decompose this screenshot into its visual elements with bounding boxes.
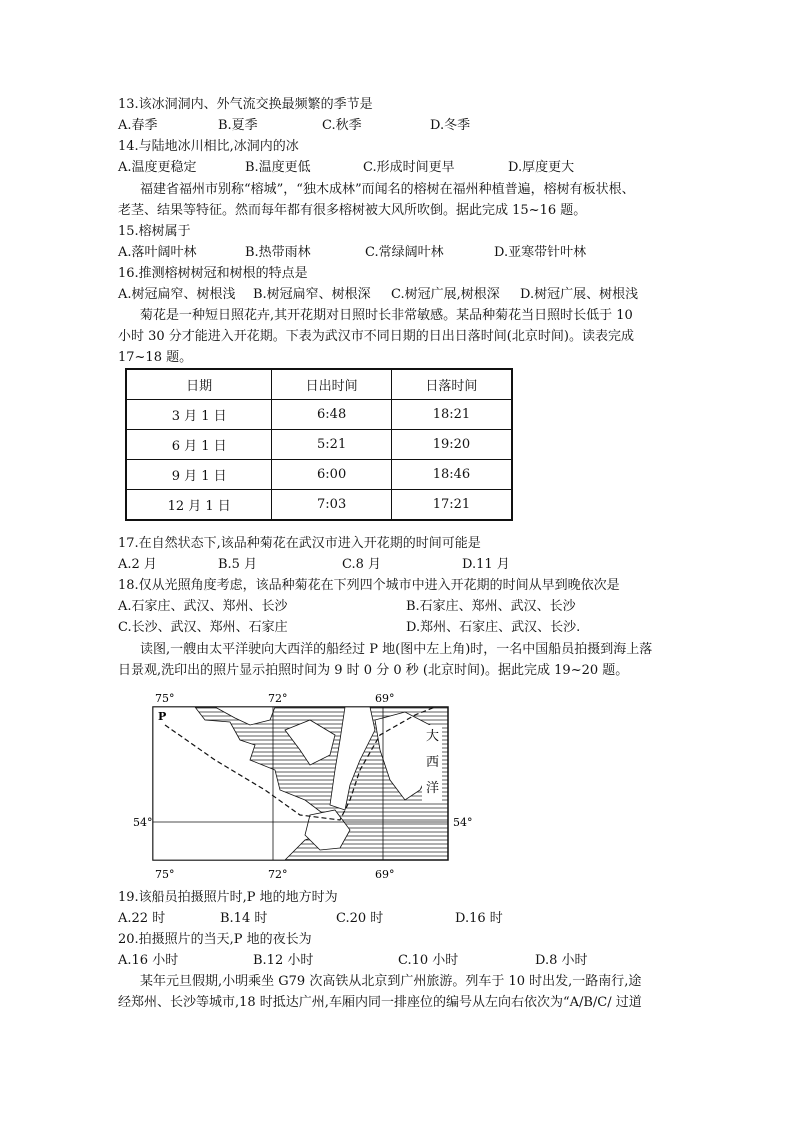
q16-option-b: B.树冠扁窄、树根深 <box>253 287 371 302</box>
q14-stem: 14.与陆地冰川相比,冰洞内的冰 <box>118 139 299 154</box>
table-row <box>126 430 512 460</box>
ocean-label-1: 大 <box>426 729 440 744</box>
q13-option-b: B.夏季 <box>218 118 258 133</box>
q19-option-d: D.16 时 <box>455 911 503 926</box>
q15-option-a: A.落叶阔叶林 <box>118 245 197 260</box>
q18-stem: 18.仅从光照角度考虑，该品种菊花在下列四个城市中进入开花期的时间从早到晚依次是 <box>118 578 620 593</box>
table-cell: 5:21 <box>272 430 391 460</box>
ship-passage-line-1: 读图,一艘由太平洋驶向大西洋的船经过 P 地(图中左上角)时，一名中国船员拍摄到海上落 <box>140 642 653 657</box>
point-p-label: P <box>158 710 167 723</box>
q19-option-a: A.22 时 <box>118 911 166 926</box>
table-row <box>126 400 512 430</box>
q20-option-c: C.10 小时 <box>398 953 459 968</box>
strait-map <box>135 690 485 885</box>
table-header: 日出时间 <box>272 369 391 400</box>
q16-option-c: C.树冠广展,树根深 <box>391 287 500 302</box>
q14-option-c: C.形成时间更早 <box>363 160 455 175</box>
train-passage-line-1: 某年元旦假期,小明乘坐 G79 次高铁从北京到广州旅游。列车于 10 时出发,一路南行,途 <box>140 974 642 989</box>
q19-option-b: B.14 时 <box>220 911 268 926</box>
q20-option-a: A.16 小时 <box>118 953 179 968</box>
table-cell: 7:03 <box>272 490 391 521</box>
table-cell: 6:00 <box>272 460 391 490</box>
table-cell: 12 月 1 日 <box>126 490 272 521</box>
q13-option-c: C.秋季 <box>322 118 362 133</box>
q15-option-d: D.亚寒带针叶林 <box>494 245 587 260</box>
q13-option-d: D.冬季 <box>430 118 471 133</box>
table-cell: 18:21 <box>391 400 512 430</box>
q14-option-d: D.厚度更大 <box>508 160 575 175</box>
q19-stem: 19.该船员拍摄照片时,P 地的地方时为 <box>118 890 338 905</box>
q13-option-a: A.春季 <box>118 118 158 133</box>
q18-option-a: A.石家庄、武汉、郑州、长沙 <box>118 599 288 614</box>
lat-label-left: 54° <box>133 816 153 829</box>
q17-option-d: D.11 月 <box>462 557 510 572</box>
q20-stem: 20.拍摄照片的当天,P 地的夜长为 <box>118 932 312 947</box>
table-cell: 3 月 1 日 <box>126 400 272 430</box>
table-row <box>126 490 512 521</box>
table-header-row <box>126 369 512 400</box>
q15-stem: 15.榕树属于 <box>118 224 191 239</box>
ship-passage-line-2: 日景观,洗印出的照片显示拍照时间为 9 时 0 分 0 秒 (北京时间)。据此完成 19~20 题。 <box>118 663 629 678</box>
lon-label-bottom-69: 69° <box>375 868 395 881</box>
banyan-passage-line-1: 福建省福州市别称“榕城”，“独木成林”而闻名的榕树在福州种植普遍，榕树有板状根、 <box>140 182 635 197</box>
lat-label-right: 54° <box>453 816 473 829</box>
table-header: 日落时间 <box>391 369 512 400</box>
q18-option-b: B.石家庄、郑州、武汉、长沙 <box>406 599 576 614</box>
q20-option-d: D.8 小时 <box>535 953 588 968</box>
table-header: 日期 <box>126 369 272 400</box>
lon-label-top-75: 75° <box>155 692 175 705</box>
q14-option-a: A.温度更稳定 <box>118 160 197 175</box>
q17-option-a: A.2 月 <box>118 557 157 572</box>
table-row <box>126 460 512 490</box>
table-cell: 17:21 <box>391 490 512 521</box>
q15-option-c: C.常绿阔叶林 <box>365 245 444 260</box>
chrysanthemum-passage-line-3: 17~18 题。 <box>118 350 193 365</box>
ocean-label-3: 洋 <box>426 781 440 796</box>
q13-stem: 13.该冰洞洞内、外气流交换最频繁的季节是 <box>118 97 373 112</box>
lon-label-bottom-75: 75° <box>155 868 175 881</box>
table-cell: 19:20 <box>391 430 512 460</box>
chrysanthemum-passage-line-2: 小时 30 分才能进入开花期。下表为武汉市不同日期的日出日落时间(北京时间)。读表完成 <box>118 329 634 344</box>
lon-label-bottom-72: 72° <box>268 868 288 881</box>
q17-stem: 17.在自然状态下,该品种菊花在武汉市进入开花期的时间可能是 <box>118 536 481 551</box>
banyan-passage-line-2: 老茎、结果等特征。然而每年都有很多榕树被大风所吹倒。据此完成 15~16 题。 <box>118 203 587 218</box>
chrysanthemum-passage-line-1: 菊花是一种短日照花卉,其开花期对日照时长非常敏感。某品种菊花当日照时长低于 10 <box>140 308 633 323</box>
table-cell: 18:46 <box>391 460 512 490</box>
table-cell: 6:48 <box>272 400 391 430</box>
q16-option-d: D.树冠广展、树根浅 <box>520 287 639 302</box>
q16-stem: 16.推测榕树树冠和树根的特点是 <box>118 266 308 281</box>
q16-option-a: A.树冠扁窄、树根浅 <box>118 287 236 302</box>
q18-option-c: C.长沙、武汉、郑州、石家庄 <box>118 620 288 635</box>
q18-option-d: D.郑州、石家庄、武汉、长沙. <box>406 620 581 635</box>
q19-option-c: C.20 时 <box>336 911 384 926</box>
q20-option-b: B.12 小时 <box>253 953 314 968</box>
lon-label-top-69: 69° <box>375 692 395 705</box>
sunrise-sunset-table <box>125 368 513 521</box>
table-cell: 6 月 1 日 <box>126 430 272 460</box>
q14-option-b: B.温度更低 <box>245 160 311 175</box>
table-cell: 9 月 1 日 <box>126 460 272 490</box>
train-passage-line-2: 经郑州、长沙等城市,18 时抵达广州,车厢内同一排座位的编号从左向右依次为“A/B/C/ 过道 <box>118 995 642 1010</box>
q17-option-b: B.5 月 <box>218 557 258 572</box>
ocean-label-2: 西 <box>426 755 440 770</box>
q15-option-b: B.热带雨林 <box>245 245 311 260</box>
q17-option-c: C.8 月 <box>342 557 382 572</box>
lon-label-top-72: 72° <box>268 692 288 705</box>
